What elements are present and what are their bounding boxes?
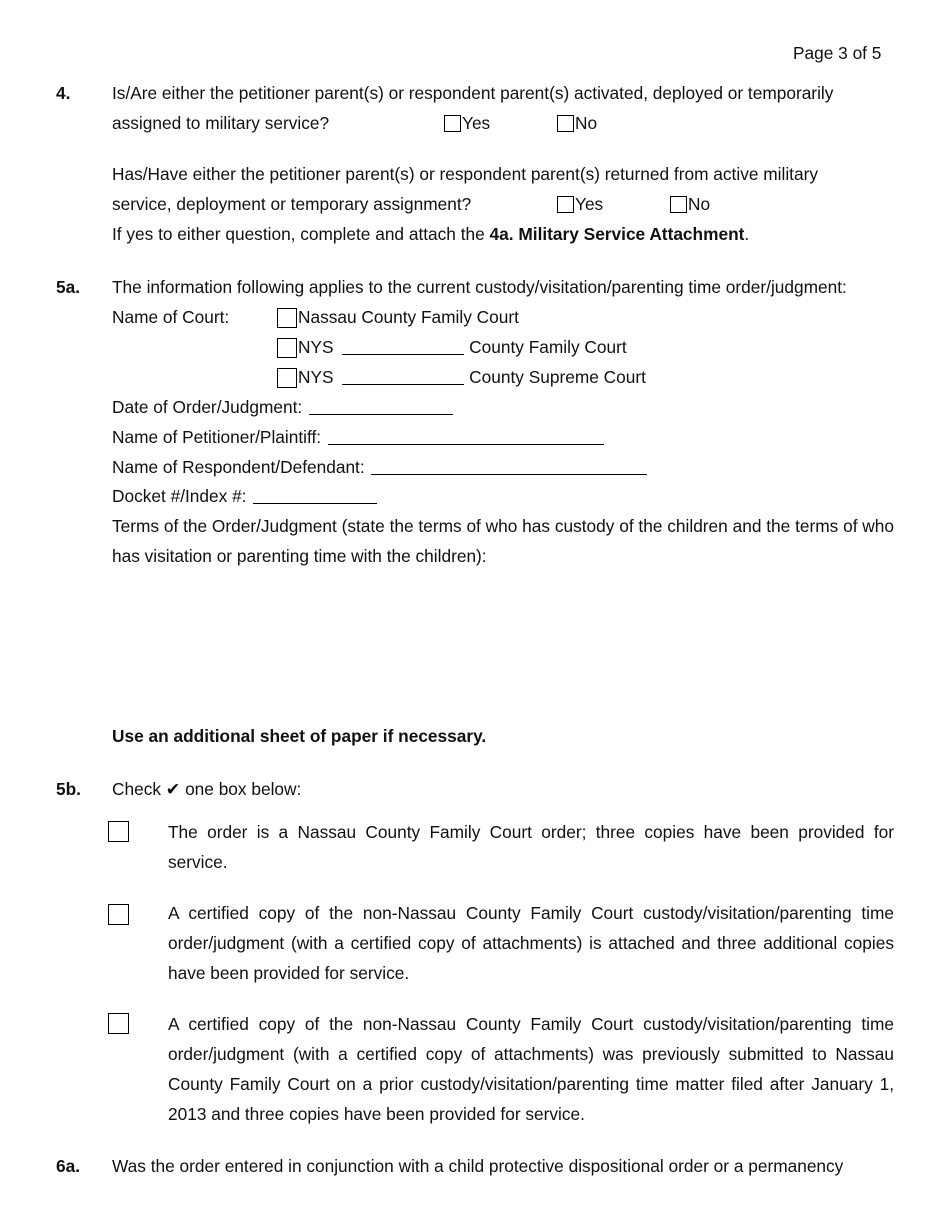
q4-return-no-checkbox[interactable]: [670, 196, 687, 213]
q4-return-no-option[interactable]: [670, 189, 710, 219]
option1-checkbox[interactable]: [108, 821, 129, 842]
court-option-nys-supreme[interactable]: [277, 362, 646, 392]
question-5a-intro: The information following applies to the current custody/visitation/parenting time order/judgment:: [112, 277, 847, 297]
court-nys-supreme-suffix: County Supreme Court: [469, 367, 646, 387]
q4-return-no-label: No: [688, 194, 711, 214]
order-date-field[interactable]: [309, 396, 453, 415]
q4-no-label: No: [575, 113, 598, 133]
nys-family-county-field[interactable]: [342, 336, 464, 355]
q4-yes-label: Yes: [462, 113, 491, 133]
petitioner-label: Name of Petitioner/Plaintiff:: [112, 427, 322, 447]
attachment-note-end: .: [744, 224, 750, 244]
additional-sheet-note: Use an additional sheet of paper if necessary.: [112, 726, 487, 746]
court-nys-family-checkbox[interactable]: [277, 338, 297, 358]
option1-text: The order is a Nassau County Family Court order; three copies have been provided for service.: [168, 822, 894, 872]
q4-yes-checkbox[interactable]: [444, 115, 461, 132]
petitioner-field[interactable]: [328, 426, 604, 445]
question-4-number: 4.: [56, 83, 71, 103]
question-5b-prompt: Check ✔ one box below:: [112, 779, 302, 799]
q4-return-yes-option[interactable]: [557, 189, 603, 219]
docket-field[interactable]: [253, 485, 377, 504]
option2-text: A certified copy of the non-Nassau County Family Court custody/visitation/parenting time order/judgment (with a certified copy of attachments) is attached and three additional copies have been provided for service.: [168, 903, 894, 983]
question-4-return-line2: service, deployment or temporary assignment?: [112, 194, 472, 214]
q4-no-checkbox[interactable]: [557, 115, 574, 132]
question-6a-text: Was the order entered in conjunction with a child protective dispositional order or a permanency: [112, 1156, 844, 1176]
question-5a-number: 5a.: [56, 277, 81, 297]
question-4-text: [112, 78, 894, 108]
option2-checkbox[interactable]: [108, 904, 129, 925]
order-date-label: Date of Order/Judgment:: [112, 397, 303, 417]
court-nassau-checkbox[interactable]: [277, 308, 297, 328]
attachment-note-text: If yes to either question, complete and attach the: [112, 224, 490, 244]
nys-supreme-county-field[interactable]: [342, 366, 464, 385]
attachment-note-bold: 4a. Military Service Attachment: [489, 224, 745, 244]
order-terms-text: Terms of the Order/Judgment (state the terms of who has custody of the children and the terms of who has visitation or parenting time with the children):: [112, 516, 894, 566]
question-4-line2: assigned to military service?: [112, 113, 330, 133]
court-nys-supreme-checkbox[interactable]: [277, 368, 297, 388]
court-nys-family-suffix: County Family Court: [469, 337, 627, 357]
military-attachment-note: [112, 219, 749, 249]
option3-text: A certified copy of the non-Nassau County Family Court custody/visitation/parenting time order/judgment (with a certified copy of attachments) was previously submitted to Nassau County Family Court on a prior custody/visitation/parenting time matter filed after January 1, 2013 and three copies have been provided for service.: [168, 1014, 894, 1124]
court-nys-family-prefix: NYS: [298, 337, 334, 357]
q4-return-yes-label: Yes: [575, 194, 604, 214]
question-6a-number: 6a.: [56, 1156, 81, 1176]
court-option-nys-family[interactable]: [277, 332, 627, 362]
question-4-line1: Is/Are either the petitioner parent(s) or respondent parent(s) activated, deployed or temporarily: [112, 83, 834, 103]
petitioner-row: [112, 422, 604, 452]
option3-checkbox[interactable]: [108, 1013, 129, 1034]
question-4-return-text: Has/Have either the petitioner parent(s) or respondent parent(s) returned from active military: [112, 164, 818, 184]
order-date-row: [112, 392, 453, 422]
q4-return-yes-checkbox[interactable]: [557, 196, 574, 213]
question-5b-number: 5b.: [56, 779, 81, 799]
q4-yes-option[interactable]: [444, 108, 490, 138]
court-name-label: Name of Court:: [112, 307, 230, 327]
respondent-row: [112, 452, 647, 482]
respondent-field[interactable]: [371, 456, 647, 475]
court-option-nassau[interactable]: [277, 302, 519, 332]
docket-row: [112, 481, 377, 511]
q4-no-option[interactable]: [557, 108, 597, 138]
court-nys-supreme-prefix: NYS: [298, 367, 334, 387]
page-number: Page 3 of 5: [793, 43, 882, 63]
court-nassau-label: Nassau County Family Court: [298, 307, 519, 327]
docket-label: Docket #/Index #:: [112, 486, 247, 506]
respondent-label: Name of Respondent/Defendant:: [112, 457, 365, 477]
